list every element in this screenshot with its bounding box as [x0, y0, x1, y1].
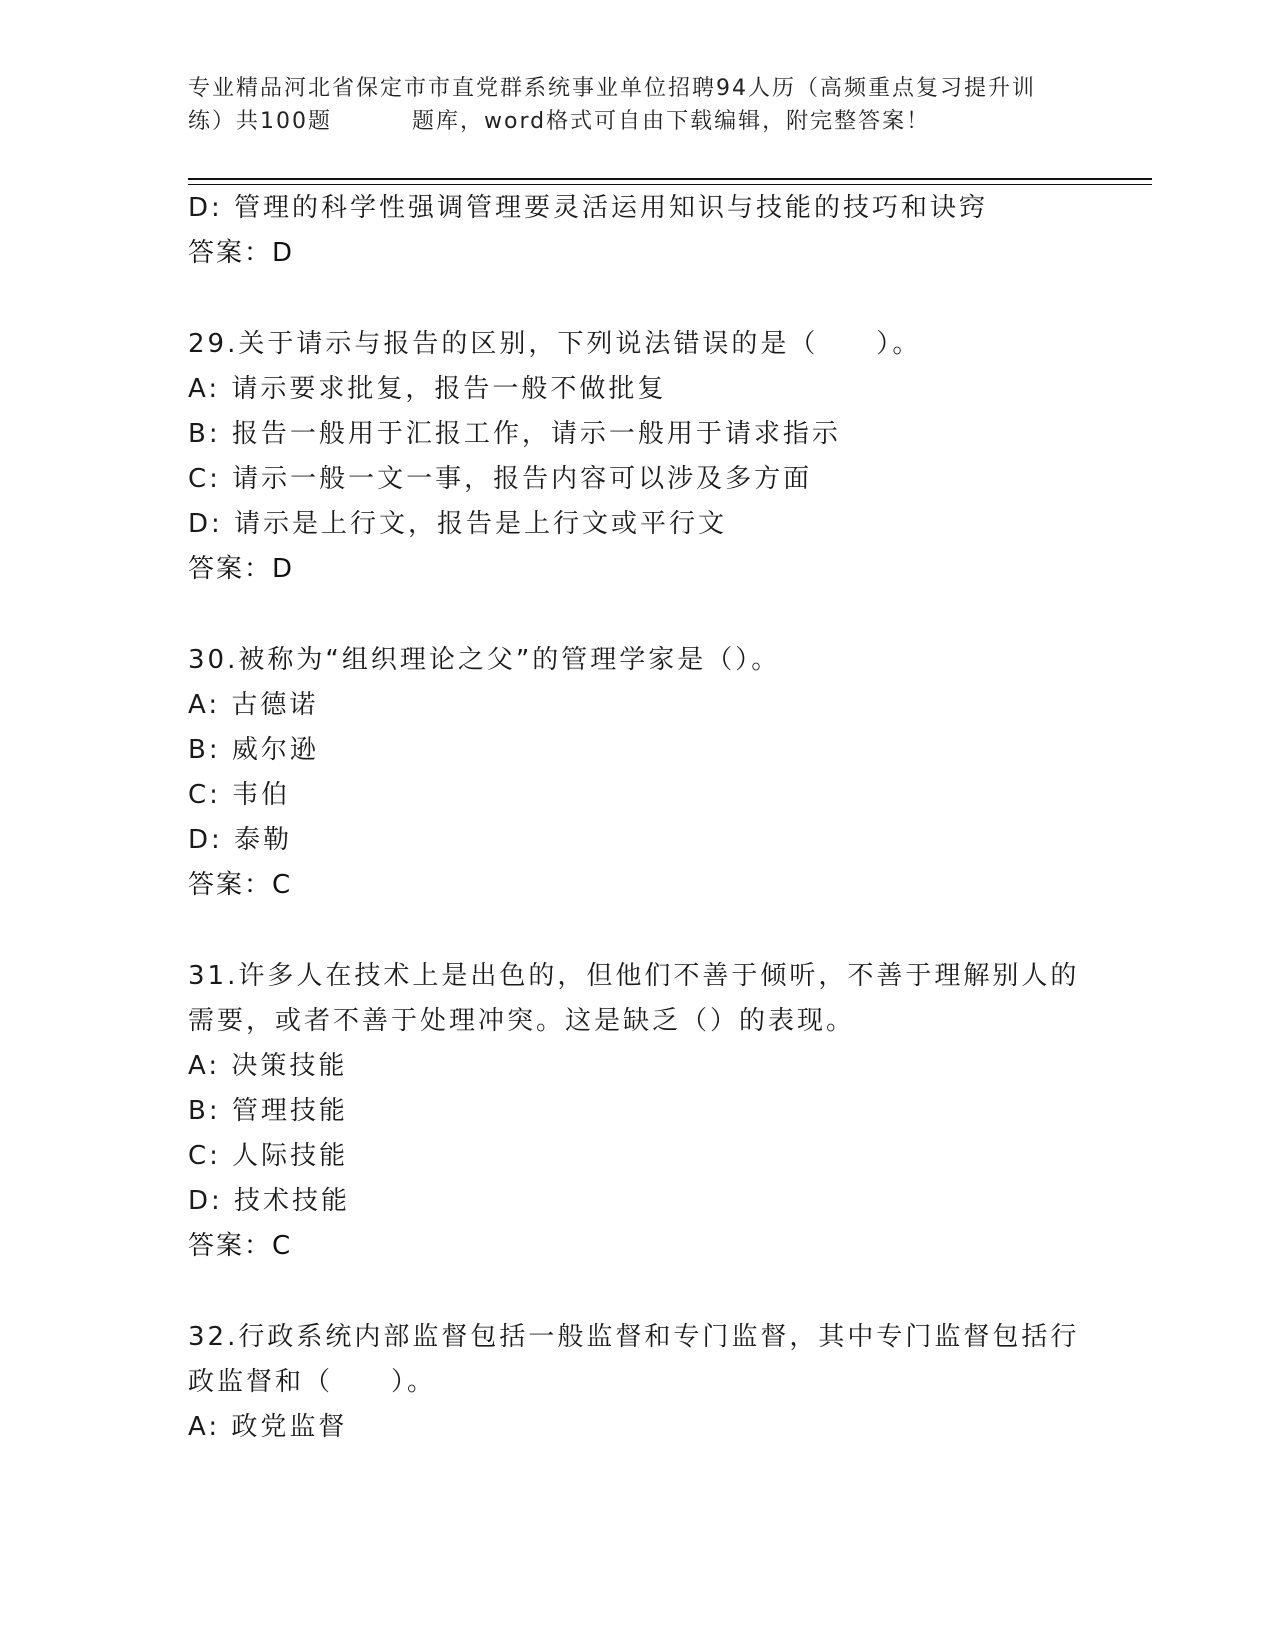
- answer-line: 答案：C: [188, 870, 293, 900]
- question-stem-line-2: 需要，或者不善于处理冲突。这是缺乏（）的表现。: [188, 1006, 856, 1036]
- option-d: D: 泰勒: [188, 825, 293, 855]
- option-d: D: 请示是上行文，报告是上行文或平行文: [188, 509, 728, 539]
- header-rule-thick: [188, 178, 1152, 180]
- question-stem-line-1: 31.许多人在技术上是出色的，但他们不善于倾听，不善于理解别人的: [188, 961, 1080, 991]
- option-a: A: 古德诺: [188, 690, 319, 720]
- option-b: B: 报告一般用于汇报工作，请示一般用于请求指示: [188, 419, 841, 449]
- option-a: A: 政党监督: [188, 1412, 348, 1442]
- question-32: [188, 1315, 1088, 1450]
- option-b: B: 威尔逊: [188, 735, 319, 765]
- header-line-2: [188, 105, 1088, 138]
- option-a: A: 请示要求批复，报告一般不做批复: [188, 374, 667, 404]
- option-c: C: 请示一般一文一事，报告内容可以涉及多方面: [188, 464, 813, 494]
- option-d: D: 管理的科学性强调管理要灵活运用知识与技能的技巧和诀窍: [188, 193, 989, 223]
- answer-line: 答案：D: [188, 238, 295, 268]
- question-31: [188, 954, 1088, 1269]
- header-line-2-part-1: 练）共100题: [188, 109, 332, 134]
- option-c: C: 韦伯: [188, 780, 291, 810]
- question-stem-line-1: 32.行政系统内部监督包括一般监督和专门监督，其中专门监督包括行: [188, 1322, 1080, 1352]
- header-line-1: 专业精品河北省保定市市直党群系统事业单位招聘94人历（高频重点复习提升训: [188, 76, 1036, 101]
- question-stem: 29.关于请示与报告的区别，下列说法错误的是（ ）。: [188, 329, 922, 359]
- header-rule-thin: [188, 184, 1152, 185]
- question-fragment: [188, 186, 1088, 276]
- option-a: A: 决策技能: [188, 1051, 348, 1081]
- question-29: [188, 322, 1088, 592]
- option-d: D: 技术技能: [188, 1186, 351, 1216]
- question-stem: 30.被称为“组织理论之父”的管理学家是（）。: [188, 645, 781, 675]
- answer-line: 答案：D: [188, 554, 295, 584]
- option-c: C: 人际技能: [188, 1141, 349, 1171]
- document-header: [188, 72, 1088, 138]
- document-body: [188, 186, 1088, 1450]
- option-b: B: 管理技能: [188, 1096, 348, 1126]
- question-stem-line-2: 政监督和（ ）。: [188, 1367, 437, 1397]
- question-30: [188, 638, 1088, 908]
- answer-line: 答案：C: [188, 1231, 293, 1261]
- header-line-2-part-2: 题库，word格式可自由下载编辑，附完整答案！: [412, 109, 931, 134]
